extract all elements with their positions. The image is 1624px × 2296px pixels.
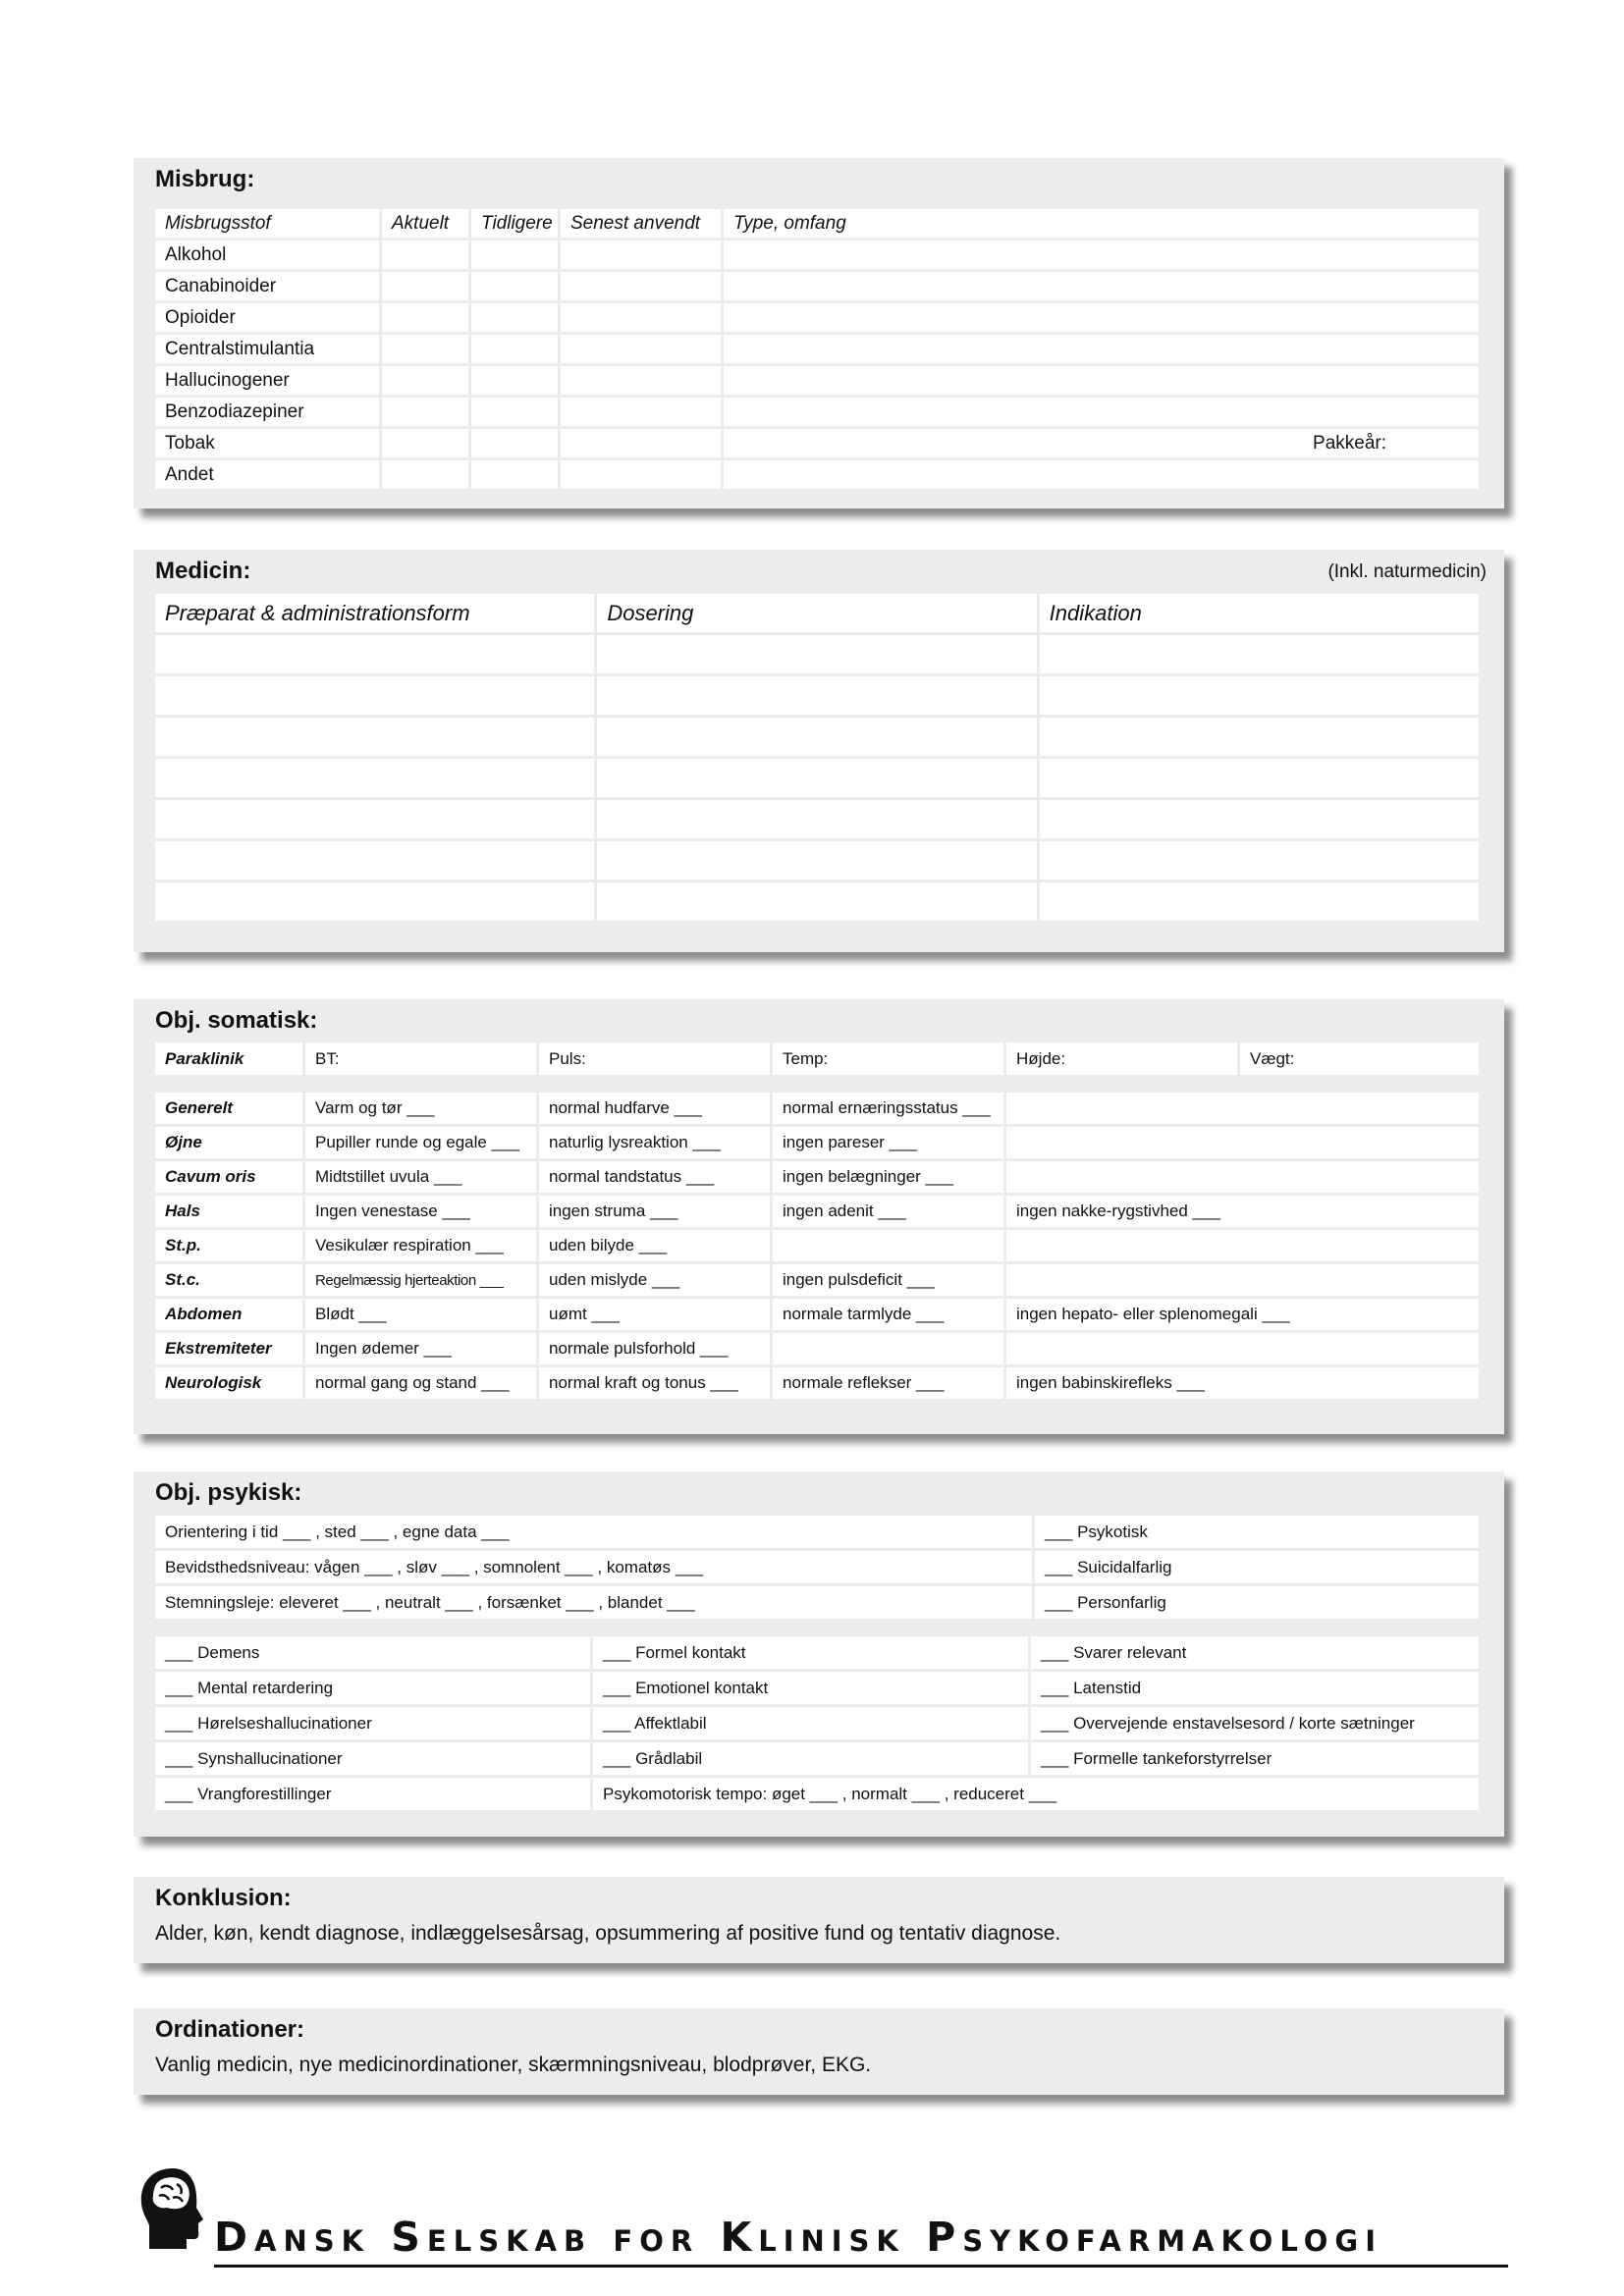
medicin-cell[interactable] [155, 841, 594, 880]
header-type-omfang: Type, omfang [724, 209, 1479, 238]
medicin-cell[interactable] [597, 759, 1036, 797]
header-misbrugsstof: Misbrugsstof [155, 209, 379, 238]
medicin-panel [134, 550, 1504, 952]
check-item[interactable]: Midtstillet uvula ___ [305, 1161, 536, 1193]
cell-aktuelt[interactable] [382, 240, 468, 269]
medicin-cell[interactable] [155, 676, 594, 715]
check-item[interactable] [1006, 1333, 1479, 1364]
check-item[interactable]: ___ Overvejende enstavelsesord / korte sætninger [1031, 1707, 1479, 1739]
cell-senest[interactable] [561, 460, 721, 489]
check-item[interactable]: ___ Demens [155, 1636, 590, 1669]
ordinationer-title: Ordinationer: [155, 2016, 305, 2043]
check-item[interactable]: ___ Mental retardering [155, 1672, 590, 1704]
medicin-cell[interactable] [155, 800, 594, 838]
check-item[interactable]: normal hudfarve ___ [539, 1093, 770, 1124]
medicin-cell[interactable] [1040, 759, 1479, 797]
cell-senest[interactable] [561, 272, 721, 300]
field-vaegt[interactable]: Vægt: [1240, 1042, 1479, 1075]
row-label-alkohol: Alkohol [155, 240, 379, 269]
cell-senest[interactable] [561, 240, 721, 269]
cell-aktuelt[interactable] [382, 303, 468, 332]
psykotisk-item[interactable]: ___ Psykotisk [1035, 1516, 1479, 1548]
cell-type[interactable] [724, 303, 1479, 332]
medicin-cell[interactable] [1040, 635, 1479, 673]
field-hojde[interactable]: Højde: [1006, 1042, 1237, 1075]
row-label-centralstimulantia: Centralstimulantia [155, 335, 379, 363]
check-item[interactable]: uden bilyde ___ [539, 1230, 770, 1261]
cell-type[interactable] [724, 335, 1479, 363]
cell-senest[interactable] [561, 335, 721, 363]
cell-tidligere[interactable] [471, 335, 558, 363]
paraklinik-row [155, 1042, 1479, 1075]
row-label: Øjne [155, 1127, 302, 1158]
check-item[interactable] [1006, 1127, 1479, 1158]
somatisk-table [155, 1093, 1479, 1399]
check-item[interactable]: ___ Svarer relevant [1031, 1636, 1479, 1669]
check-item[interactable]: uømt ___ [539, 1299, 770, 1330]
medicin-cell[interactable] [597, 800, 1036, 838]
check-item[interactable]: Ingen venestase ___ [305, 1196, 536, 1227]
field-puls[interactable]: Puls: [539, 1042, 770, 1075]
row-label-opioider: Opioider [155, 303, 379, 332]
check-item[interactable] [1006, 1230, 1479, 1261]
check-item[interactable]: ___ Latenstid [1031, 1672, 1479, 1704]
row-label: St.p. [155, 1230, 302, 1261]
check-item[interactable]: normal ernæringsstatus ___ [773, 1093, 1003, 1124]
psykomotorisk-tempo-item[interactable]: Psykomotorisk tempo: øget ___ , normalt ___ , reduceret ___ [593, 1778, 1479, 1810]
check-item[interactable]: normale reflekser ___ [773, 1367, 1003, 1399]
cell-tidligere[interactable] [471, 460, 558, 489]
check-item[interactable]: ingen adenit ___ [773, 1196, 1003, 1227]
check-item[interactable]: ___ Grådlabil [593, 1742, 1028, 1775]
cell-tidligere[interactable] [471, 272, 558, 300]
medicin-cell[interactable] [155, 759, 594, 797]
misbrug-title: Misbrug: [155, 166, 255, 192]
cell-senest[interactable] [561, 398, 721, 426]
somatisk-title: Obj. somatisk: [155, 1007, 318, 1034]
psykisk-grid-table [155, 1636, 1479, 1810]
check-item[interactable]: ingen belægninger ___ [773, 1161, 1003, 1193]
cell-type[interactable] [724, 272, 1479, 300]
check-item[interactable]: normal gang og stand ___ [305, 1367, 536, 1399]
row-label: Generelt [155, 1093, 302, 1124]
cell-tidligere[interactable] [471, 240, 558, 269]
row-label: Cavum oris [155, 1161, 302, 1193]
check-item[interactable]: normale pulsforhold ___ [539, 1333, 770, 1364]
cell-aktuelt[interactable] [382, 429, 468, 457]
check-item[interactable]: ingen pulsdeficit ___ [773, 1264, 1003, 1296]
row-label-tobak: Tobak [155, 429, 379, 457]
medicin-cell[interactable] [155, 718, 594, 756]
row-label-canabinoider: Canabinoider [155, 272, 379, 300]
paraklinik-label: Paraklinik [155, 1042, 302, 1075]
orientering-item[interactable]: Orientering i tid ___ , sted ___ , egne data ___ [155, 1516, 1032, 1548]
cell-aktuelt[interactable] [382, 272, 468, 300]
medicin-cell[interactable] [1040, 676, 1479, 715]
row-label-benzodiazepiner: Benzodiazepiner [155, 398, 379, 426]
check-item[interactable]: normal tandstatus ___ [539, 1161, 770, 1193]
check-item[interactable]: naturlig lysreaktion ___ [539, 1127, 770, 1158]
cell-aktuelt[interactable] [382, 366, 468, 395]
row-label: Ekstremiteter [155, 1333, 302, 1364]
cell-aktuelt[interactable] [382, 460, 468, 489]
cell-tidligere[interactable] [471, 398, 558, 426]
cell-type[interactable] [724, 240, 1479, 269]
header-aktuelt: Aktuelt [382, 209, 468, 238]
check-item[interactable] [1006, 1093, 1479, 1124]
row-label: Neurologisk [155, 1367, 302, 1399]
medicin-cell[interactable] [597, 635, 1036, 673]
somatisk-panel [134, 999, 1504, 1434]
field-bt[interactable]: BT: [305, 1042, 536, 1075]
medicin-cell[interactable] [1040, 718, 1479, 756]
ordinationer-text: Vanlig medicin, nye medicinordinationer, skærmningsniveau, blodprøver, EKG. [155, 2054, 872, 2076]
check-item[interactable]: Varm og tør ___ [305, 1093, 536, 1124]
cell-type-tobak[interactable] [724, 429, 1479, 457]
misbrug-table [155, 209, 1479, 489]
pakkeaar-label: Pakkeår: [1313, 432, 1386, 454]
konklusion-title: Konklusion: [155, 1885, 292, 1911]
row-label-hallucinogener: Hallucinogener [155, 366, 379, 395]
cell-tidligere[interactable] [471, 303, 558, 332]
check-item[interactable]: ___ Affektlabil [593, 1707, 1028, 1739]
check-item[interactable]: ingen nakke-rygstivhed ___ [1006, 1196, 1479, 1227]
check-item[interactable]: Pupiller runde og egale ___ [305, 1127, 536, 1158]
check-item[interactable]: ingen hepato- eller splenomegali ___ [1006, 1299, 1479, 1330]
check-item[interactable] [773, 1230, 1003, 1261]
field-temp[interactable]: Temp: [773, 1042, 1003, 1075]
check-item[interactable]: normal kraft og tonus ___ [539, 1367, 770, 1399]
medicin-cell[interactable] [597, 882, 1036, 921]
check-item[interactable]: ingen babinskirefleks ___ [1006, 1367, 1479, 1399]
medicin-cell[interactable] [597, 718, 1036, 756]
cell-tidligere[interactable] [471, 429, 558, 457]
check-item[interactable]: ___ Hørelseshallucinationer [155, 1707, 590, 1739]
medicin-cell[interactable] [1040, 841, 1479, 880]
check-item[interactable]: ___ Formel kontakt [593, 1636, 1028, 1669]
check-item[interactable]: normale tarmlyde ___ [773, 1299, 1003, 1330]
check-item[interactable]: ingen struma ___ [539, 1196, 770, 1227]
suicidalfarlig-item[interactable]: ___ Suicidalfarlig [1035, 1551, 1479, 1583]
row-label-andet: Andet [155, 460, 379, 489]
psykisk-panel [134, 1471, 1504, 1837]
stemningsleje-item[interactable]: Stemningsleje: eleveret ___ , neutralt ___ , forsænket ___ , blandet ___ [155, 1586, 1032, 1619]
cell-type[interactable] [724, 398, 1479, 426]
check-item[interactable]: Blødt ___ [305, 1299, 536, 1330]
cell-senest[interactable] [561, 303, 721, 332]
medicin-cell[interactable] [155, 882, 594, 921]
footer [134, 2164, 1508, 2272]
medicin-cell[interactable] [597, 676, 1036, 715]
head-brain-icon [134, 2164, 204, 2253]
cell-aktuelt[interactable] [382, 335, 468, 363]
cell-senest[interactable] [561, 366, 721, 395]
bevidsthed-item[interactable]: Bevidsthedsniveau: vågen ___ , sløv ___ , somnolent ___ , komatøs ___ [155, 1551, 1032, 1583]
medicin-title: Medicin: [155, 558, 251, 584]
psykisk-title: Obj. psykisk: [155, 1479, 302, 1506]
check-item[interactable]: Regelmæssig hjerteaktion ___ [305, 1264, 536, 1296]
medicin-cell[interactable] [1040, 882, 1479, 921]
cell-senest[interactable] [561, 429, 721, 457]
cell-type[interactable] [724, 366, 1479, 395]
header-senest-anvendt: Senest anvendt [561, 209, 721, 238]
row-label: Hals [155, 1196, 302, 1227]
header-tidligere: Tidligere [471, 209, 558, 238]
medicin-cell[interactable] [1040, 800, 1479, 838]
cell-type[interactable] [724, 460, 1479, 489]
medicin-cell[interactable] [597, 841, 1036, 880]
header-praeparat: Præparat & administrationsform [155, 594, 594, 632]
cell-aktuelt[interactable] [382, 398, 468, 426]
row-label: Abdomen [155, 1299, 302, 1330]
check-item[interactable]: Vesikulær respiration ___ [305, 1230, 536, 1261]
check-item[interactable]: Ingen ødemer ___ [305, 1333, 536, 1364]
cell-tidligere[interactable] [471, 366, 558, 395]
header-dosering: Dosering [597, 594, 1036, 632]
vrangforestillinger-item[interactable]: ___ Vrangforestillinger [155, 1778, 590, 1810]
check-item[interactable] [1006, 1161, 1479, 1193]
check-item[interactable]: ___ Formelle tankeforstyrrelser [1031, 1742, 1479, 1775]
check-item[interactable] [1006, 1264, 1479, 1296]
konklusion-panel [134, 1877, 1504, 1963]
check-item[interactable]: ingen pareser ___ [773, 1127, 1003, 1158]
psykisk-top-table [155, 1516, 1479, 1619]
konklusion-text: Alder, køn, kendt diagnose, indlæggelsesårsag, opsummering af positive fund og tentativ diagnose. [155, 1922, 1061, 1945]
check-item[interactable]: ___ Emotionel kontakt [593, 1672, 1028, 1704]
medicin-table [155, 594, 1479, 921]
ordinationer-panel [134, 2008, 1504, 2095]
misbrug-panel [134, 158, 1504, 508]
check-item[interactable] [773, 1333, 1003, 1364]
footer-rule [214, 2265, 1508, 2268]
check-item[interactable]: ___ Synshallucinationer [155, 1742, 590, 1775]
row-label: St.c. [155, 1264, 302, 1296]
medicin-cell[interactable] [155, 635, 594, 673]
check-item[interactable]: uden mislyde ___ [539, 1264, 770, 1296]
personfarlig-item[interactable]: ___ Personfarlig [1035, 1586, 1479, 1619]
header-indikation: Indikation [1040, 594, 1479, 632]
medicin-note: (Inkl. naturmedicin) [1327, 561, 1487, 582]
org-name: Dansk Selskab for Klinisk Psykofarmakologi [214, 2214, 1383, 2261]
